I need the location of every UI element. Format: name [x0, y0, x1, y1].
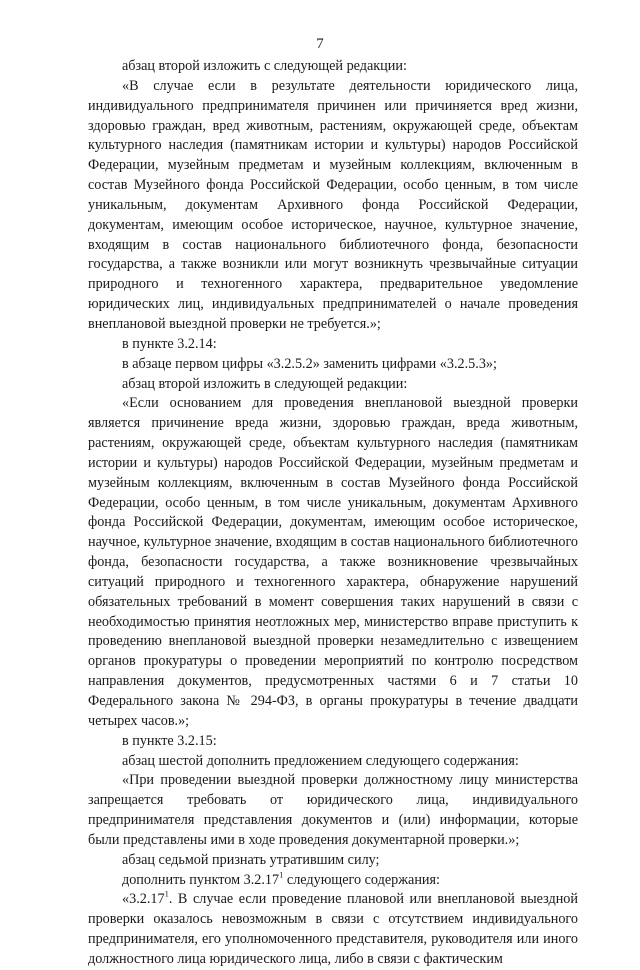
paragraph-text: в пункте 3.2.15: [122, 732, 217, 749]
paragraph-text: дополнить пунктом 3.2.17 [122, 871, 280, 888]
paragraph-text: «3.2.17 [122, 891, 165, 908]
document-body [88, 57, 578, 970]
paragraph [88, 771, 578, 850]
paragraph-text: в пункте 3.2.14: [122, 335, 217, 352]
paragraph-text: абзац второй изложить в следующей редакции: [122, 375, 408, 392]
paragraph [88, 355, 578, 375]
paragraph-text: абзац шестой дополнить предложением следующего содержания: [122, 752, 519, 769]
paragraph [88, 732, 578, 752]
paragraph [88, 394, 578, 731]
paragraph [88, 752, 578, 772]
paragraph-text: . В случае если проведение плановой или внеплановой выездной проверки оказалось невозможным в связи с отсутствием индивидуального предпринимателя, его уполномоченного представителя, руководителя или иного должностного лица юридического лица, либо в связи с фактическим [88, 891, 578, 967]
paragraph [88, 890, 578, 969]
paragraph [88, 851, 578, 871]
paragraph-text: «Если основанием для проведения внеплановой выездной проверки является причинение вреда жизни, здоровью граждан, вреда животным, растениям, окружающей среде, объектам культурного наследия (памятникам истории и культуры) народов Российской Федерации, музейным предметам и музейным коллекциям, включенным в состав Музейного фонда Российской Федерации, особо ценным, в том числе уникальным, документам Архивного фонда Российской Федерации, документам, имеющим особое историческое, научное, культурное значение, входящим в состав национального библиотечного фонда, безопасности государства, а также возникновение чрезвычайных ситуаций природного и техногенного характера, обнаружение нарушений обязательных требований в момент совершения таких нарушений в связи с необходимостью принятия неотложных мер, министерство вправе приступить к проведению внеплановой выездной проверки незамедлительно с извещением органов прокуратуры о проведении мероприятий по контролю посредством направления документов, предусмотренных частями 6 и 7 статьи 10 Федерального закона № 294-ФЗ, в органы прокуратуры в течение двадцати четырех часов.»; [88, 395, 578, 729]
paragraph [88, 77, 578, 335]
paragraph [88, 871, 578, 891]
paragraph-text: «При проведении выездной проверки должностному лицу министерства запрещается требовать от юридического лица, индивидуального предпринимателя представления документов и (или) информации, которые были представлены ими в ходе проведения документарной проверки.»; [88, 772, 578, 848]
superscript: 1 [279, 869, 284, 880]
superscript: 1 [164, 889, 169, 900]
paragraph-text: в абзаце первом цифры «3.2.5.2» заменить цифрами «3.2.5.3»; [122, 355, 497, 372]
paragraph-text: «В случае если в результате деятельности юридического лица, индивидуального предпринимателя причинен или причиняется вред жизни, здоровью граждан, вред животным, растениям, окружающей среде, объектам культурного наследия (памятникам истории и культуры) народов Российской Федерации, музейным предметам и музейным коллекциям, включенным в состав Музейного фонда Российской Федерации, особо ценным, в том числе уникальным, документам Архивного фонда Российской Федерации, документам, имеющим особое историческое, научное, культурное значение, входящим в состав национального библиотечного фонда, безопасности государства, а также возникли или могут возникнуть чрезвычайные ситуации природного и техногенного характера, предварительное уведомление юридических лиц, индивидуальных предпринимателей о начале проведения внеплановой выездной проверки не требуется.»; [88, 77, 578, 332]
paragraph-text: следующего содержания: [283, 871, 440, 888]
paragraph-text: абзац второй изложить с следующей редакции: [122, 58, 407, 74]
paragraph [88, 57, 578, 77]
page-number: 7 [316, 36, 324, 52]
paragraph-text: абзац седьмой признать утратившим силу; [122, 851, 380, 868]
paragraph [88, 335, 578, 355]
paragraph [88, 375, 578, 395]
